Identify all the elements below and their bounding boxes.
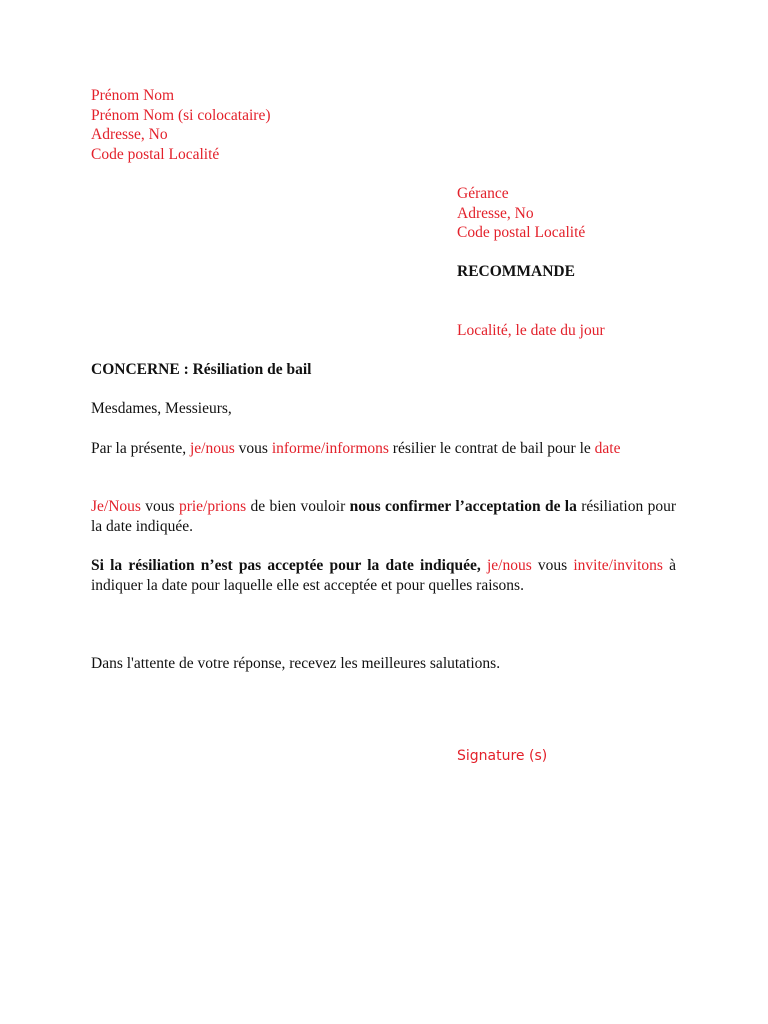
p1-text-3: résilier le contrat de bail pour le: [388, 440, 595, 457]
recipient-city: Code postal Localité: [457, 224, 586, 242]
paragraph-refusal: [91, 556, 676, 595]
recipient-block: [457, 184, 585, 243]
subject-line: CONCERNE : Résiliation de bail: [91, 361, 312, 378]
p1-text-2: vous: [234, 440, 272, 457]
p3-text-3: à indiquer la date pour laquelle elle est acceptée et pour quelles raisons.: [91, 557, 676, 594]
paragraph-confirmation: [91, 497, 676, 536]
p3-placeholder-pronoun: je/nous: [486, 557, 532, 574]
p1-placeholder-verb: informe/informons: [271, 440, 389, 457]
sender-block: [91, 86, 270, 164]
p1-placeholder-date: date: [594, 440, 621, 457]
p2-text-3: résiliation pour la date indiquée.: [91, 498, 676, 535]
recipient-address: Adresse, No: [457, 204, 534, 222]
delivery-mode: RECOMMANDE: [457, 263, 575, 280]
sender-address: Adresse, No: [91, 126, 168, 144]
recipient-name: Gérance: [457, 185, 509, 202]
p3-placeholder-verb: invite/invitons: [573, 557, 663, 574]
sender-name: Prénom Nom: [91, 87, 175, 104]
paragraph-termination: [91, 439, 676, 459]
p2-text-2: de bien vouloir: [246, 498, 350, 515]
p1-text-1: Par la présente,: [91, 440, 190, 457]
p2-text-1: vous: [140, 498, 179, 515]
p1-placeholder-pronoun: je/nous: [190, 440, 235, 457]
closing-salutation: Dans l'attente de votre réponse, recevez les meilleures salutations.: [91, 655, 501, 672]
p2-placeholder-pronoun: Je/Nous: [91, 498, 141, 515]
date-line: Localité, le date du jour: [457, 322, 605, 339]
p2-bold-text: nous confirmer l’acceptation de la: [349, 498, 577, 515]
greeting: Mesdames, Messieurs,: [91, 400, 232, 417]
p3-text-2: vous: [531, 557, 574, 574]
sender-co-tenant-name: Prénom Nom (si colocataire): [91, 106, 271, 124]
sender-city: Code postal Localité: [91, 145, 220, 163]
p3-bold-text: Si la résiliation n’est pas acceptée pour la date indiquée,: [91, 557, 481, 574]
signature-placeholder: Signature (s): [457, 748, 548, 764]
p2-placeholder-verb: prie/prions: [178, 498, 247, 515]
